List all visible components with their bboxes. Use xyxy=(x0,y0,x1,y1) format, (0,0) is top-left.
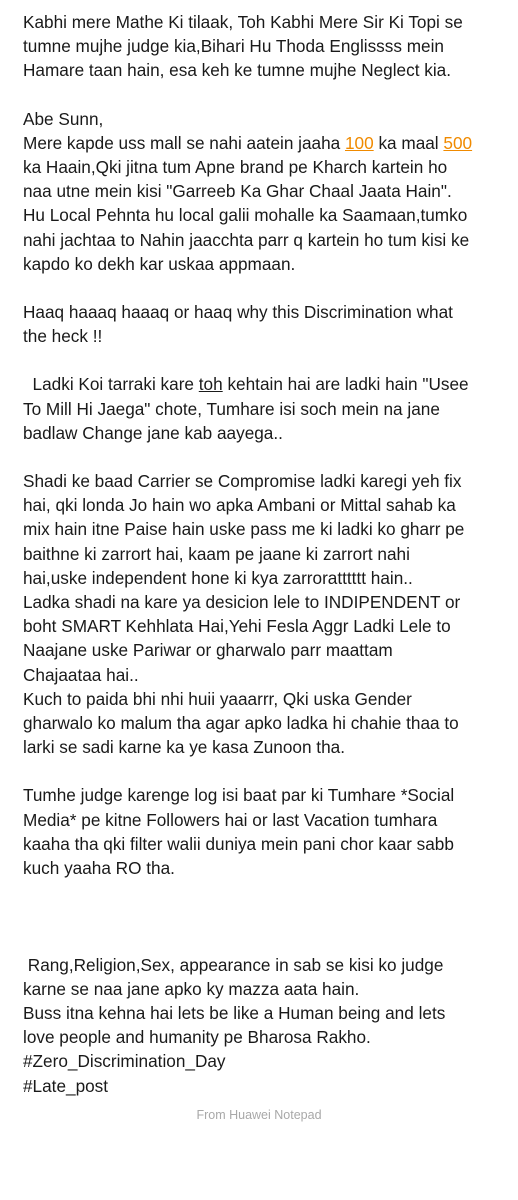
underlined-word: toh xyxy=(198,374,223,395)
note-line: Shadi ke baad Carrier se Compromise ladki karegi yeh fix xyxy=(23,471,462,492)
note-paragraph xyxy=(23,107,503,276)
note-line: Haaq haaaq haaaq or haaq why this Discrimination what xyxy=(23,302,453,323)
note-line: kuch yaaha RO tha. xyxy=(23,858,175,879)
note-text: Ladki Koi tarraki kare xyxy=(23,374,199,395)
note-line: gharwalo ko malum tha agar apko ladka hi chahie thaa to xyxy=(23,713,459,734)
note-line: Media* pe kitne Followers hai or last Vacation tumhara xyxy=(23,809,438,830)
note-line: Kuch to paida bhi nhi huii yaaarrr, Qki uska Gender xyxy=(23,688,412,709)
note-line: karne se naa jane apko ky mazza aata hain. xyxy=(23,978,360,999)
note-line: boht SMART Kehhlata Hai,Yehi Fesla Aggr Ladki Lele to xyxy=(23,616,451,637)
note-line: Kabhi mere Mathe Ki tilaak, Toh Kabhi Mere Sir Ki Topi se xyxy=(23,12,463,32)
note-line: Tumhe judge karenge log isi baat par ki Tumhare *Social xyxy=(23,785,455,806)
note-line: badlaw Change jane kab aayega.. xyxy=(23,422,283,443)
note-line: Naajane uske Pariwar or gharwalo parr maattam xyxy=(23,640,393,661)
note-line: Rang,Religion,Sex, appearance in sab se kisi ko judge xyxy=(23,954,444,975)
note-text: ka maal xyxy=(373,132,444,153)
note-line: the heck !! xyxy=(23,326,103,347)
note-line: #Zero_Discrimination_Day xyxy=(23,1051,226,1072)
note-line: naa utne mein kisi "Garreeb Ka Ghar Chaal Jaata Hain". xyxy=(23,181,452,202)
note-line: love people and humanity pe Bharosa Rakho. xyxy=(23,1027,371,1048)
note-line: Abe Sunn, xyxy=(23,108,104,129)
note-line: baithne ki zarrort hai, kaam pe jaane ki zarrort nahi xyxy=(23,543,410,564)
note-line: nahi jachtaa to Nahin jaacchta parr q kartein ho tum kisi ke xyxy=(23,229,470,250)
note-paragraph xyxy=(23,904,503,928)
note-line: Chajaataa hai.. xyxy=(23,664,139,685)
note-line: ka Haain,Qki jitna tum Apne brand pe Kharch kartein ho xyxy=(23,157,448,178)
note-paragraph xyxy=(23,953,503,1098)
note-line-amounts xyxy=(23,131,503,155)
note-line: kapdo ko dekh kar uskaa appmaan. xyxy=(23,253,296,274)
note-text: kehtain hai are ladki hain "Usee xyxy=(222,374,469,395)
note-line: Buss itna kehna hai lets be like a Human being and lets xyxy=(23,1002,446,1023)
price-link-500[interactable]: 500 xyxy=(443,132,473,153)
note-text: Mere kapde uss mall se nahi aatein jaaha xyxy=(23,132,345,153)
app-source-footer: From Huawei Notepad xyxy=(196,1108,322,1122)
note-line: tumne mujhe judge kia,Bihari Hu Thoda Englissss mein xyxy=(23,36,444,57)
note-paragraph xyxy=(23,783,503,880)
note-line: #Late_post xyxy=(23,1075,109,1096)
note-line: Hu Local Pehnta hu local galii mohalle ka Saamaan,tumko xyxy=(23,205,468,226)
note-line: larki se sadi karne ka ye kasa Zunoon tha. xyxy=(23,737,345,758)
note-line: Ladka shadi na kare ya desicion lele to INDIPENDENT or xyxy=(23,592,461,613)
note-line-toh xyxy=(23,372,503,396)
note-line: kaaha tha qki filter walii duniya mein pani chor kaar sabb xyxy=(23,833,454,854)
note-line: hai, qki londa Jo hain wo apka Ambani or Mittal sahab ka xyxy=(23,495,456,516)
note-line: hai,uske independent hone ki kya zarroratttttt hain.. xyxy=(23,567,413,588)
note-line: Hamare taan hain, esa keh ke tumne mujhe Neglect kia. xyxy=(23,60,452,81)
note-paragraph xyxy=(23,372,503,445)
note-line: mix hain itne Paise hain uske pass me ki ladki ko gharr pe xyxy=(23,519,465,540)
note-paragraph xyxy=(23,10,503,83)
note-body[interactable] xyxy=(23,10,503,1122)
note-paragraph xyxy=(23,300,503,348)
note-paragraph xyxy=(23,469,503,759)
note-line xyxy=(23,904,503,928)
note-line: To Mill Hi Jaega" chote, Tumhare isi soch mein na jane xyxy=(23,398,440,419)
price-link-100[interactable]: 100 xyxy=(344,132,374,153)
